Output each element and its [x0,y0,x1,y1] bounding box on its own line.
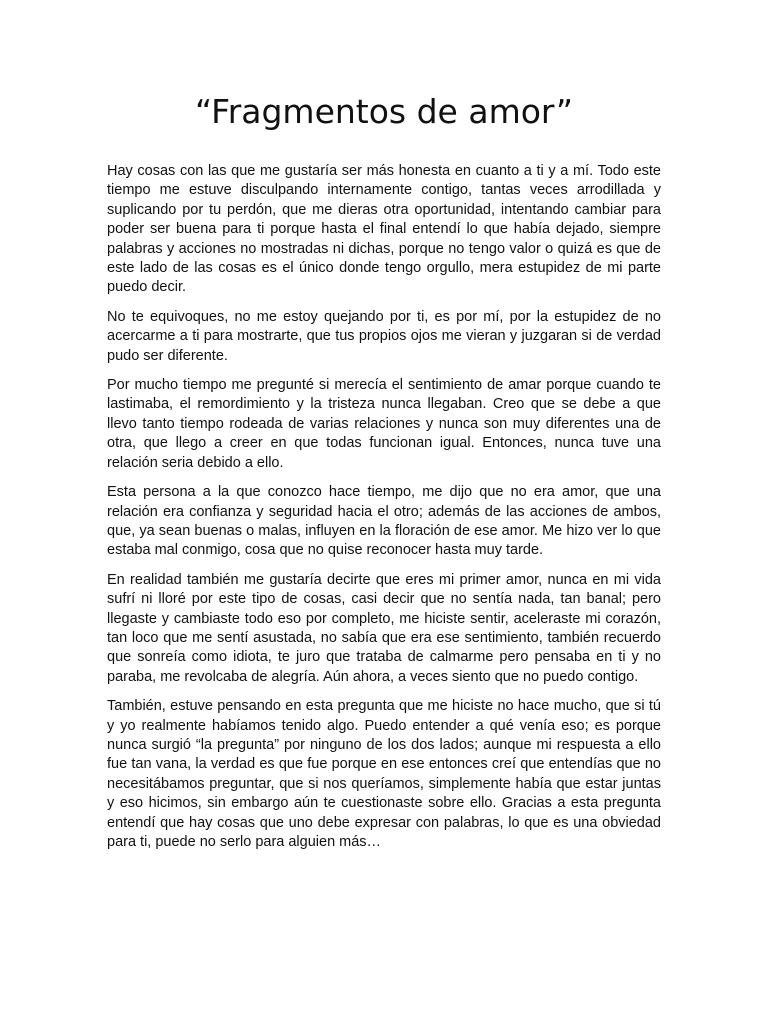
paragraph-5: En realidad también me gustaría decirte que eres mi primer amor, nunca en mi vida sufrí ni lloré por este tipo de cosas, casi decir que no sentía nada, tan banal; pero llegaste y cambiaste todo eso por completo, me hiciste sentir, aceleraste mi corazón, tan loco que me sentí asustada, no sabía que era ese sentimiento, también recuerdo que sonreía como idiota, te juro que trataba de calmarme pero pensaba en ti y no paraba, me revolcaba de alegría. Aún ahora, a veces siento que no puedo contigo. [107,571,661,685]
paragraph-3: Por mucho tiempo me pregunté si merecía el sentimiento de amar porque cuando te lastimaba, el remordimiento y la tristeza nunca llegaban. Creo que se debe a que llevo tanto tiempo rodeada de varias relaciones y nunca son muy diferentes una de otra, que llego a creer en que todas funcionan igual. Entonces, nunca tuve una relación seria debido a ello. [107,377,661,471]
document-body [107,162,661,862]
paragraph-2: No te equivoques, no me estoy quejando por ti, es por mí, por la estupidez de no acercarme a ti para mostrarte, que tus propios ojos me vieran y juzgaran si de verdad pudo ser diferente. [107,308,661,364]
paragraph-1: Hay cosas con las que me gustaría ser más honesta en cuanto a ti y a mí. Todo este tiempo me estuve disculpando internamente contigo, tantas veces arrodillada y suplicando por tu perdón, que me dieras otra oportunidad, intentando cambiar para poder ser buena para ti porque hasta el final entendí lo que había dejado, siempre palabras y acciones no mostradas ni dichas, porque no tengo valor o quizá es que de este lado de las cosas es el único donde tengo orgullo, mera estupidez de mi parte puedo decir. [107,163,661,296]
document-title: “Fragmentos de amor” [195,92,573,131]
paragraph-4: Esta persona a la que conozco hace tiempo, me dijo que no era amor, que una relación era confianza y seguridad hacia el otro; además de las acciones de ambos, que, ya sean buenas o malas, influyen en la floración de ese amor. Me hizo ver lo que estaba mal conmigo, cosa que no quise reconocer hasta muy tarde. [107,484,661,559]
paragraph-6: También, estuve pensando en esta pregunta que me hiciste no hace mucho, que si tú y yo realmente habíamos tenido algo. Puedo entender a qué venía eso; es porque nunca surgió “la pregunta” por ninguno de los dos lados; aunque mi respuesta a ello fue tan vana, la verdad es que fue porque en ese entonces creí que entendías que no necesitábamos preguntar, que si nos queríamos, simplemente había que estar juntas y eso hicimos, sin embargo aún te cuestionaste sobre ello. Gracias a esta pregunta entendí que hay cosas que uno debe expresar con palabras, lo que es una obviedad para ti, puede no serlo para alguien más… [107,698,661,850]
